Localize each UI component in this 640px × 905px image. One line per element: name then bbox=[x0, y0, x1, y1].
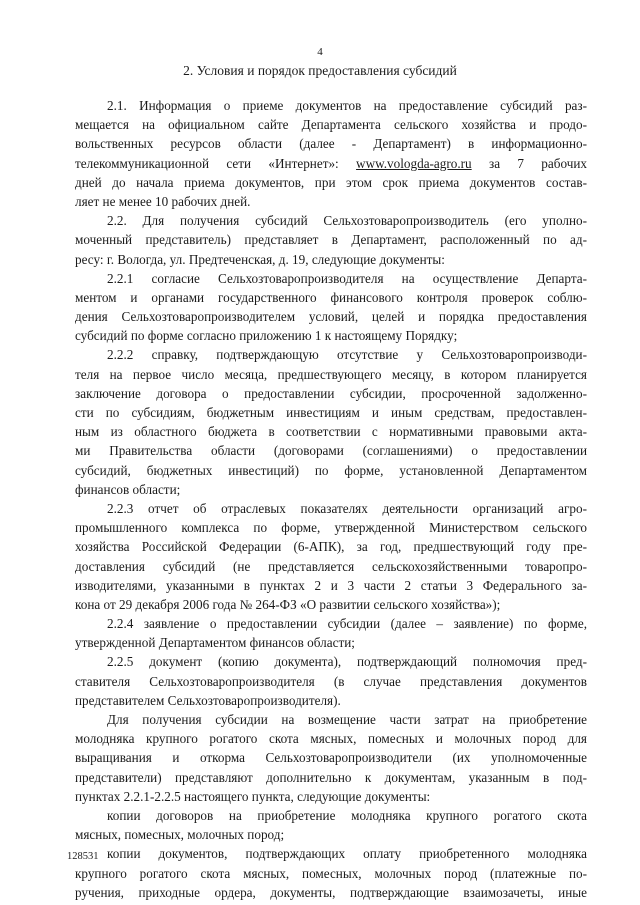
text-line: ми Правительства области (договорами (соглашениями) о предоставлении bbox=[75, 443, 587, 459]
text-line: дения Сельхозтоваропроизводителем условий, целей и порядка предоставления bbox=[75, 309, 587, 325]
website-link[interactable]: www.vologda-agro.ru bbox=[356, 155, 472, 171]
text-line: ляет не менее 10 рабочих дней. bbox=[75, 193, 251, 209]
text-line: субсидий, бюджетных инвестиций) по форме, установленной Департаментом bbox=[75, 462, 587, 478]
text-line: теля на первое число месяца, предшествующего месяцу, в котором планируется bbox=[75, 366, 587, 382]
text-line: ным из областного бюджета в соответствии с нормативными правовыми акта- bbox=[75, 424, 587, 440]
text-line: сти по субсидиям, бюджетным инвестициям и иным средствам, предоставлен- bbox=[75, 405, 587, 420]
text-line: 2.2. Для получения субсидий Сельхозтоваропроизводитель (его уполно- bbox=[107, 213, 587, 229]
text-line: ресу: г. Вологда, ул. Предтеченская, д. 19, следующие документы: bbox=[75, 251, 445, 267]
text-line: копии документов, подтверждающих оплату приобретенного молодняка bbox=[107, 846, 587, 862]
text-line: вольственных ресурсов области (далее - Департамент) в информационно- bbox=[75, 136, 587, 152]
text-line: представители) представляют дополнительно к документам, указанным в под- bbox=[75, 769, 587, 785]
text-line: мясных, помесных, молочных пород; bbox=[75, 827, 285, 843]
text-line: телекоммуникационной сети «Интернет»: www.vologda-agro.ru за 7 рабочих bbox=[75, 155, 587, 171]
text-line: пунктах 2.2.1-2.2.5 настоящего пункта, следующие документы: bbox=[75, 788, 431, 804]
text-line: ручения, приходные ордера, документы, подтверждающие взаимозачеты, иные bbox=[75, 884, 587, 900]
text-line: заключение договора о предоставлении субсидии, просроченной задолженно- bbox=[75, 385, 587, 401]
text-line: субсидий по форме согласно приложению 1 к настоящему Порядку; bbox=[75, 328, 458, 344]
text-line: хозяйства Российской Федерации (6-АПК), за год, предшествующий году пре- bbox=[75, 539, 587, 555]
text-line: мещается на официальном сайте Департамента сельского хозяйства и продо- bbox=[75, 117, 587, 133]
text-line: изводителями, указанными в пунктах 2 и 3 части 2 статьи 3 Федерального за- bbox=[75, 577, 587, 593]
text-line: ставителя Сельхозтоваропроизводителя (в случае представления документов bbox=[75, 673, 587, 689]
text-line: моченный представитель) представляет в Департамент, расположенный по ад- bbox=[75, 232, 587, 248]
text-line: молодняка крупного рогатого скота мясных, помесных и молочных пород для bbox=[75, 731, 587, 747]
text-line: 2.2.3 отчет об отраслевых показателях деятельности организаций агро- bbox=[107, 500, 587, 516]
document-code: 128531 bbox=[67, 851, 99, 862]
text-line: дней до начала приема документов, при этом срок приема документов состав- bbox=[75, 174, 587, 190]
text-line: 2.2.4 заявление о предоставлении субсидии (далее – заявление) по форме, bbox=[107, 616, 587, 632]
text-line: доставления субсидий (не представляется сельскохозяйственными товаропро- bbox=[75, 558, 587, 574]
text-line: 2.2.2 справку, подтверждающую отсутствие у Сельхозтоваропроизводи- bbox=[107, 347, 587, 363]
text-line: кона от 29 декабря 2006 года № 264-ФЗ «О развитии сельского хозяйства»); bbox=[75, 596, 501, 612]
text-line: копии договоров на приобретение молодняка крупного рогатого скота bbox=[107, 807, 587, 823]
text-line: крупного рогатого скота мясных, помесных, молочных пород (платежные по- bbox=[75, 865, 587, 881]
text-line: утвержденной Департаментом финансов области; bbox=[75, 635, 355, 651]
text-line: 2.1. Информация о приеме документов на предоставление субсидий раз- bbox=[107, 98, 587, 113]
text-line: Для получения субсидии на возмещение части затрат на приобретение bbox=[107, 712, 587, 727]
text-line: представителем Сельхозтоваропроизводителя). bbox=[75, 692, 341, 708]
text-line: ментом и органами государственного финансового контроля проверок соблю- bbox=[75, 289, 587, 305]
section-title: 2. Условия и порядок предоставления субсидий bbox=[183, 63, 457, 78]
text-line: выращивания и откорма Сельхозтоваропроизводители (их уполномоченные bbox=[75, 750, 587, 766]
page-number: 4 bbox=[317, 46, 323, 58]
document-body bbox=[75, 96, 587, 902]
text-line: финансов области; bbox=[75, 481, 181, 497]
text-line: 2.2.1 согласие Сельхозтоваропроизводителя на осуществление Департа- bbox=[107, 270, 587, 286]
text-line: промышленного комплекса по форме, утвержденной Министерством сельского bbox=[75, 520, 587, 536]
text-line: 2.2.5 документ (копию документа), подтверждающий полномочия пред- bbox=[107, 654, 587, 670]
